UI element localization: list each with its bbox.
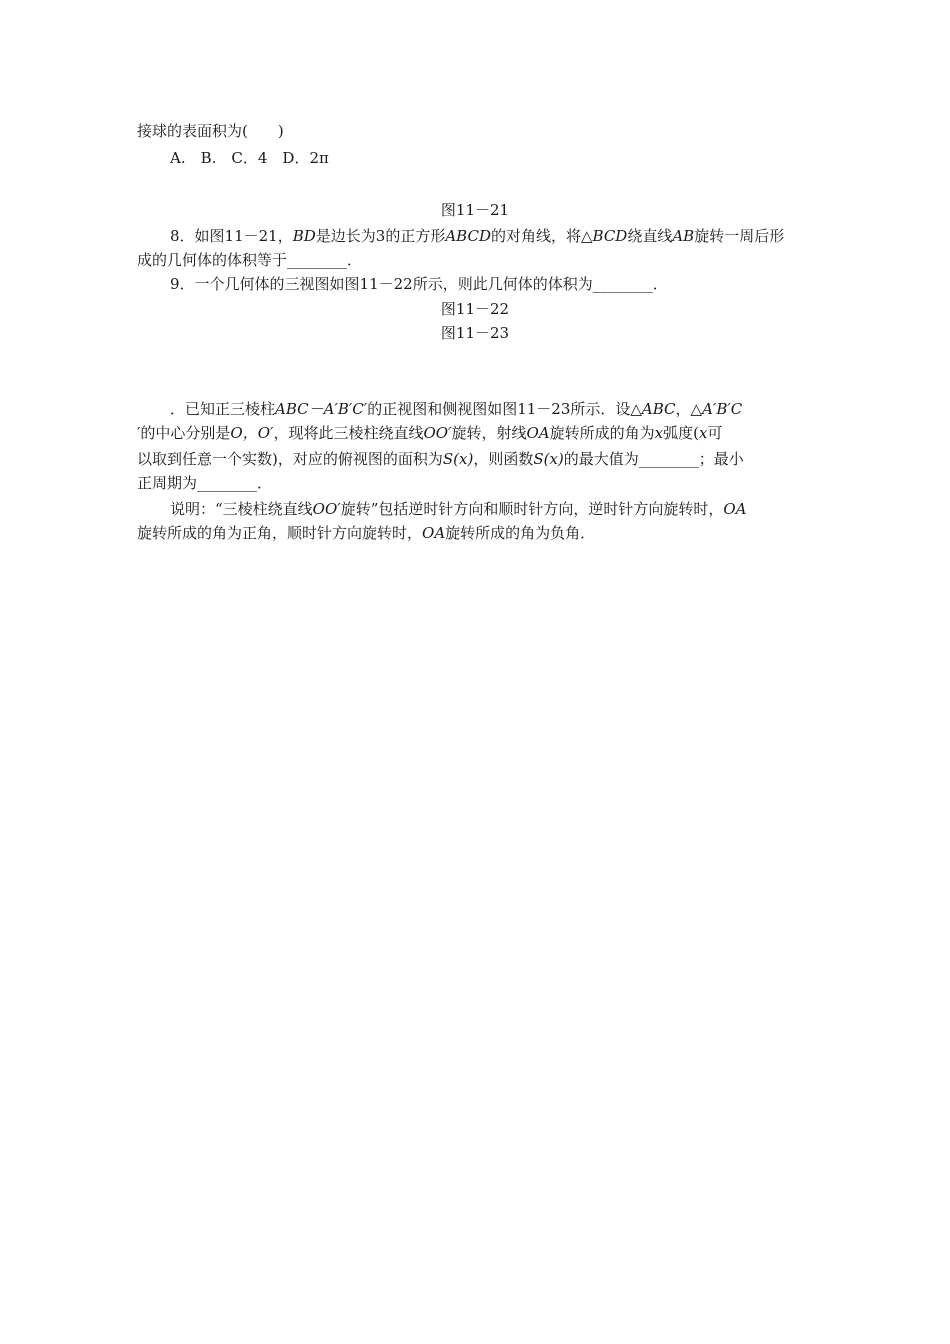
q7-stem-tail: 接球的表面积为( ) xyxy=(137,122,284,140)
q10-text: 弧度( xyxy=(663,424,699,442)
q10-text: ，则函数 xyxy=(473,450,534,468)
q10-var-prism: ABC－A′B′C′ xyxy=(275,400,368,418)
q8-text: 8．如图11－21， xyxy=(170,227,293,245)
q10-note-var-oo: OO′ xyxy=(312,500,341,518)
q8-var-abcd: ABCD xyxy=(445,227,491,245)
q10-text: ′的中心分别是 xyxy=(137,424,231,442)
q10-line-2 xyxy=(137,422,722,444)
q10-note-text: 说明：“三棱柱绕直线 xyxy=(170,500,313,518)
q8-text: 的对角线，将△ xyxy=(490,227,593,245)
q8-var-ab: AB xyxy=(672,227,695,245)
q10-text: ．已知正三棱柱 xyxy=(170,400,276,418)
figure-caption-11-21: 图11－21 xyxy=(440,201,510,219)
q8-text: 旋转一周后形 xyxy=(694,227,785,245)
q10-line-3 xyxy=(137,448,744,470)
q10-var-oo: OO′ xyxy=(423,424,452,442)
q10-var-sx: S(x) xyxy=(442,450,474,468)
q10-text: 旋转所成的角为 xyxy=(549,424,655,442)
q10-var-oa: OA xyxy=(526,424,550,442)
q10-text: 以取到任意一个实数)，对应的俯视图的面积为 xyxy=(137,450,443,468)
q10-note-text: 旋转所成的角为正角，顺时针方向旋转时， xyxy=(137,524,423,542)
q10-note-line-1 xyxy=(170,498,747,520)
q10-note-var-oa: OA xyxy=(723,500,747,518)
q10-line-1 xyxy=(170,398,742,420)
q10-text: ，现将此三棱柱绕直线 xyxy=(273,424,424,442)
q10-note-line-2 xyxy=(137,522,595,544)
q8-var-bcd: BCD xyxy=(592,227,628,245)
q10-text: 的最大值为________；最小 xyxy=(563,450,744,468)
q8-text: 是边长为3的正方形 xyxy=(315,227,446,245)
q10-text: 的正视图和侧视图如图11－23所示．设△ xyxy=(367,400,642,418)
q10-note-text: 旋转”包括逆时针方向和顺时针方向，逆时针方向旋转时， xyxy=(340,500,724,518)
q10-note-var-oa: OA xyxy=(422,524,446,542)
q7-options: A. B. C．4 D．2π xyxy=(170,149,329,167)
q10-var-abc: ABC xyxy=(641,400,676,418)
q10-var-x: x xyxy=(698,424,708,442)
q9-text: 9．一个几何体的三视图如图11－22所示，则此几何体的体积为________． xyxy=(170,275,668,293)
q8-line-2: 成的几何体的体积等于________． xyxy=(137,251,363,269)
q10-text: ，△ xyxy=(675,400,703,418)
q10-var-x: x xyxy=(654,424,664,442)
q10-text: 可 xyxy=(707,424,723,442)
q10-text: 旋转，射线 xyxy=(451,424,527,442)
q10-var-o: O，O′ xyxy=(230,424,274,442)
q10-note-text: 旋转所成的角为负角． xyxy=(445,524,596,542)
figure-caption-11-22: 图11－22 xyxy=(440,300,510,318)
q10-line-4: 正周期为________． xyxy=(137,474,273,492)
figure-caption-11-23: 图11－23 xyxy=(440,324,510,342)
q8-var-bd: BD xyxy=(292,227,316,245)
q10-var-a2b2c2: A′B′C xyxy=(702,400,743,418)
q10-var-sx: S(x) xyxy=(533,450,564,468)
q8-text: 绕直线 xyxy=(627,227,673,245)
q8-line-1 xyxy=(170,225,784,247)
